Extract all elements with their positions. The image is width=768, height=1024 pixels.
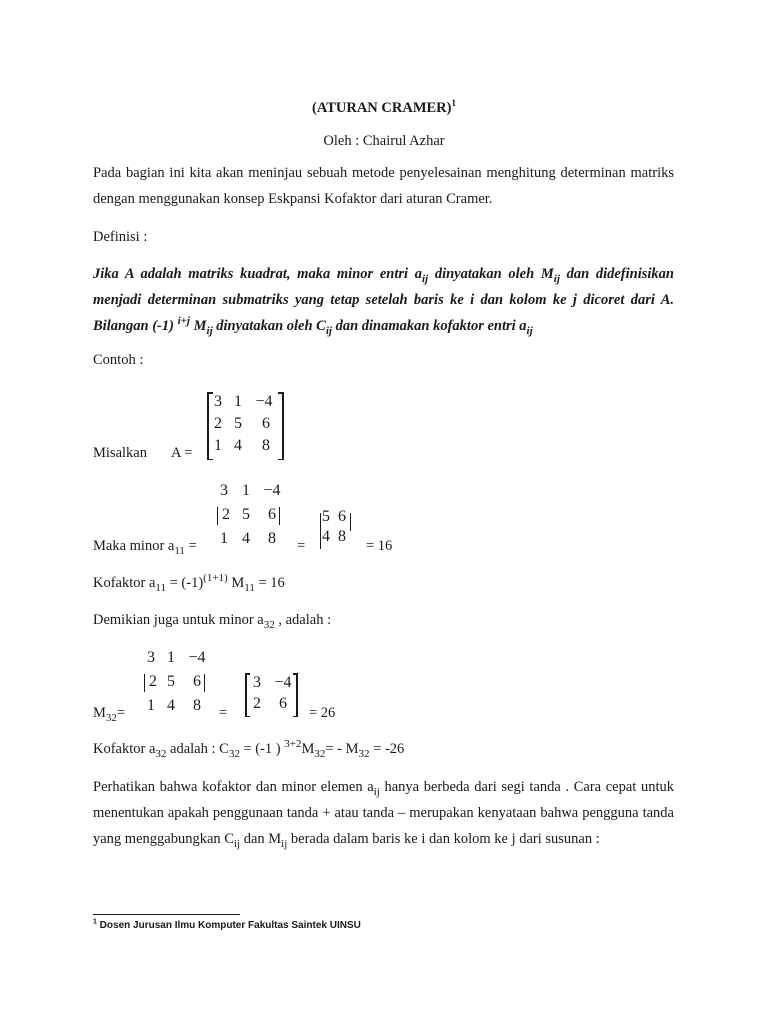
closing-paragraph: Perhatikan bahwa kofaktor dan minor elemen $a_{ij}$ hanya berbeda dari segi tanda . Cara cepat untuk menentukan apakah penggunaan tanda + atau tanda – merupakan kenyataan bahwa pengguna tanda yang menggabungkan $C_{ij}$ dan $M_{ij}$ berada dalam baris ke i dan kolom ke j dari susunan : [93,779,674,850]
matrix-a-crossed-row3 [140,649,220,719]
cell: 3 [220,482,228,499]
cell: 4 [242,530,250,547]
bracket-left-bottom [207,459,213,461]
bracket-right-bottom [278,459,284,461]
cell-a22: 5 [234,415,242,432]
cell: −4 [263,482,281,499]
cell: 6 [268,506,276,523]
cell: 1 [220,530,228,547]
author-line: Oleh : Chairul Azhar [323,133,445,149]
cell: 4 [167,697,175,714]
cell: 1 [167,649,175,666]
footnote-divider [93,914,240,915]
bracket-right-bottom [293,716,298,718]
det-bar-right [350,513,351,531]
minor11-result: = 16 [366,538,393,554]
cell: 5 [167,673,175,690]
bar-right [204,674,205,692]
minor32-result: = 26 [309,705,336,721]
cell-a32: 4 [234,437,242,454]
minor32-label: $M_{32}=$ [93,705,126,724]
cell-a23: 6 [262,415,270,432]
cell: −4 [274,674,292,691]
cell: 1 [242,482,250,499]
cell-a13: −4 [255,393,273,410]
definisi-label: Definisi : [93,229,148,245]
cell: 3 [253,674,261,691]
cell: −4 [188,649,206,666]
cell: 2 [253,695,261,712]
cell: 8 [338,528,346,545]
misalkan-label: Misalkan [93,445,147,461]
minor11-label: Maka minor $a_{11}$ = [93,538,197,557]
definition-paragraph: Jika A adalah matriks kuadrat, maka minor entri $a_{ij}$ dinyatakan oleh $M_{ij}$ dan didefinisikan menjadi determinan submatriks yang tetap setelah baris ke i dan kolom ke j dicoret dari A. Bilangan (-1) $^{i+j}$ $M_{ij}$ dinyatakan oleh $C_{ij}$ dan dinamakan kofaktor entri $a_{ij}$ [93,266,674,337]
bar-right [279,507,280,525]
page-title: (ATURAN CRAMER)$^1$ [312,98,456,116]
cell: 3 [147,649,155,666]
cell-a12: 1 [234,393,242,410]
cell: 6 [193,673,201,690]
cell: 1 [147,697,155,714]
kofaktor11-line: Kofaktor $a_{11} = (-1)^{(1+1)}$ $M_{11} = 16$ [93,572,285,594]
cell: 5 [242,506,250,523]
cell: 6 [279,695,287,712]
cell: 6 [338,508,346,525]
minor11-submatrix [318,507,354,551]
cell-a21: 2 [214,415,222,432]
cell: 8 [268,530,276,547]
cell: 4 [322,528,330,545]
bracket-right [282,392,284,460]
minor11-eq: = [297,538,306,554]
cell-a33: 8 [262,437,270,454]
cell: 2 [149,673,157,690]
minor32-eq: = [219,705,228,721]
cell-a11: 3 [214,393,222,410]
demikian-line: Demikian juga untuk minor $a_{32}$ , adalah : [93,612,332,631]
matrix-a-crossed-row1 [213,482,293,552]
matrix-a [205,390,285,462]
bracket-right [296,673,298,717]
cell: 8 [193,697,201,714]
intro-paragraph: Pada bagian ini kita akan meninjau sebuah metode penyelesainan menghitung determinan matriks dengan menggunakan konsep Eskpansi Kofaktor dari aturan Cramer. [93,165,674,207]
cell-a31: 1 [214,437,222,454]
matrix-a-lhs: A = [171,445,193,461]
kofaktor32-line: Kofaktor $a_{32}$ adalah : $C_{32} = (-1$ ) $^{3+2}M_{32}= - M_{32} = -26$ [93,738,405,760]
footnote-mark: 1 [451,98,456,109]
cell: 5 [322,508,330,525]
bracket-right-top [278,392,284,394]
footnote: $^1$ Dosen Jurusan Ilmu Komputer Fakultas Saintek UINSU [93,918,361,931]
contoh-label: Contoh : [93,352,144,368]
minor32-submatrix [242,671,300,719]
bracket-left-bottom [245,716,250,718]
cell: 2 [222,506,230,523]
